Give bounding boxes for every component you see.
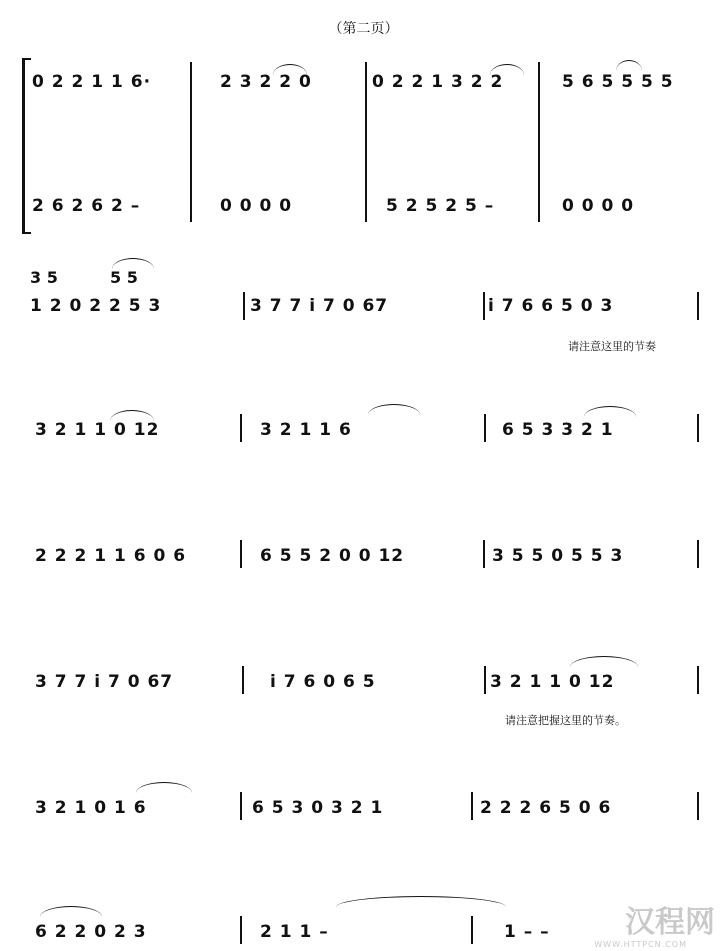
watermark-url: WWW.HTTPCN.COM [594,940,687,949]
measure: 1 2 0 2 2 5 3 [30,296,162,316]
barline [697,292,699,320]
measure: i 7 6 6 5 0 3 [488,296,614,316]
upper-voice [30,268,58,287]
slur [136,782,192,793]
measure: 6 5 3 3 2 1 [502,420,614,440]
measure: 5 6 5 5 5 5 [562,72,674,92]
barline [365,62,367,222]
annotation: 请注意把握这里的节奏。 [505,714,626,727]
slur [490,64,524,75]
measure: 1 – – [504,922,550,942]
measure: 3 2 1 1 0 12 [35,420,160,440]
barline [538,62,540,222]
slur [273,64,307,75]
measure: 3 7 7 i 7 0 67 [250,296,389,316]
upper-note: 5 5 [110,268,138,287]
measure: 2 6 2 6 2 – [32,196,141,216]
barline [240,916,242,944]
barline [697,414,699,442]
barline [240,414,242,442]
watermark-logo: 汉程网 [625,905,715,940]
measure: 2 2 2 6 5 0 6 [480,798,612,818]
measure: 0 2 2 1 3 2 2 [372,72,504,92]
upper-note: 3 5 [30,268,58,287]
slur [112,258,154,269]
barline [471,916,473,944]
barline [243,292,245,320]
slur [616,60,642,71]
measure: 3 5 5 0 5 5 3 [492,546,624,566]
measure: 6 2 2 0 2 3 [35,922,147,942]
measure: 0 0 0 0 [562,196,635,216]
barline [484,414,486,442]
measure: 0 0 0 0 [220,196,293,216]
slur [336,896,506,907]
barline [697,666,699,694]
slur [40,906,102,917]
measure: 2 3 2 2 0 [220,72,312,92]
upper-voice [110,268,138,287]
barline [484,666,486,694]
barline [471,792,473,820]
slur [570,656,638,667]
barline [242,666,244,694]
measure: 2 1 1 – [260,922,329,942]
measure: i 7 6 0 6 5 [270,672,376,692]
measure: 6 5 3 0 3 2 1 [252,798,384,818]
barline [483,292,485,320]
barline [483,540,485,568]
slur [584,406,636,417]
measure: 2 2 2 1 1 6 0 6 [35,546,187,566]
measure: 3 2 1 1 0 12 [490,672,615,692]
barline [697,792,699,820]
barline [240,540,242,568]
measure: 3 7 7 i 7 0 67 [35,672,174,692]
page-title: （第二页） [328,21,399,37]
slur [368,404,420,415]
measure: 6 5 5 2 0 0 12 [260,546,405,566]
barline [697,540,699,568]
system-bracket [22,58,31,234]
measure: 3 2 1 0 1 6 [35,798,147,818]
measure: 3 2 1 1 6 [260,420,352,440]
measure: 5 2 5 2 5 – [386,196,495,216]
barline [190,62,192,222]
measure: 0 2 2 1 1 6· [32,72,152,92]
annotation: 请注意这里的节奏 [568,340,656,353]
barline [240,792,242,820]
